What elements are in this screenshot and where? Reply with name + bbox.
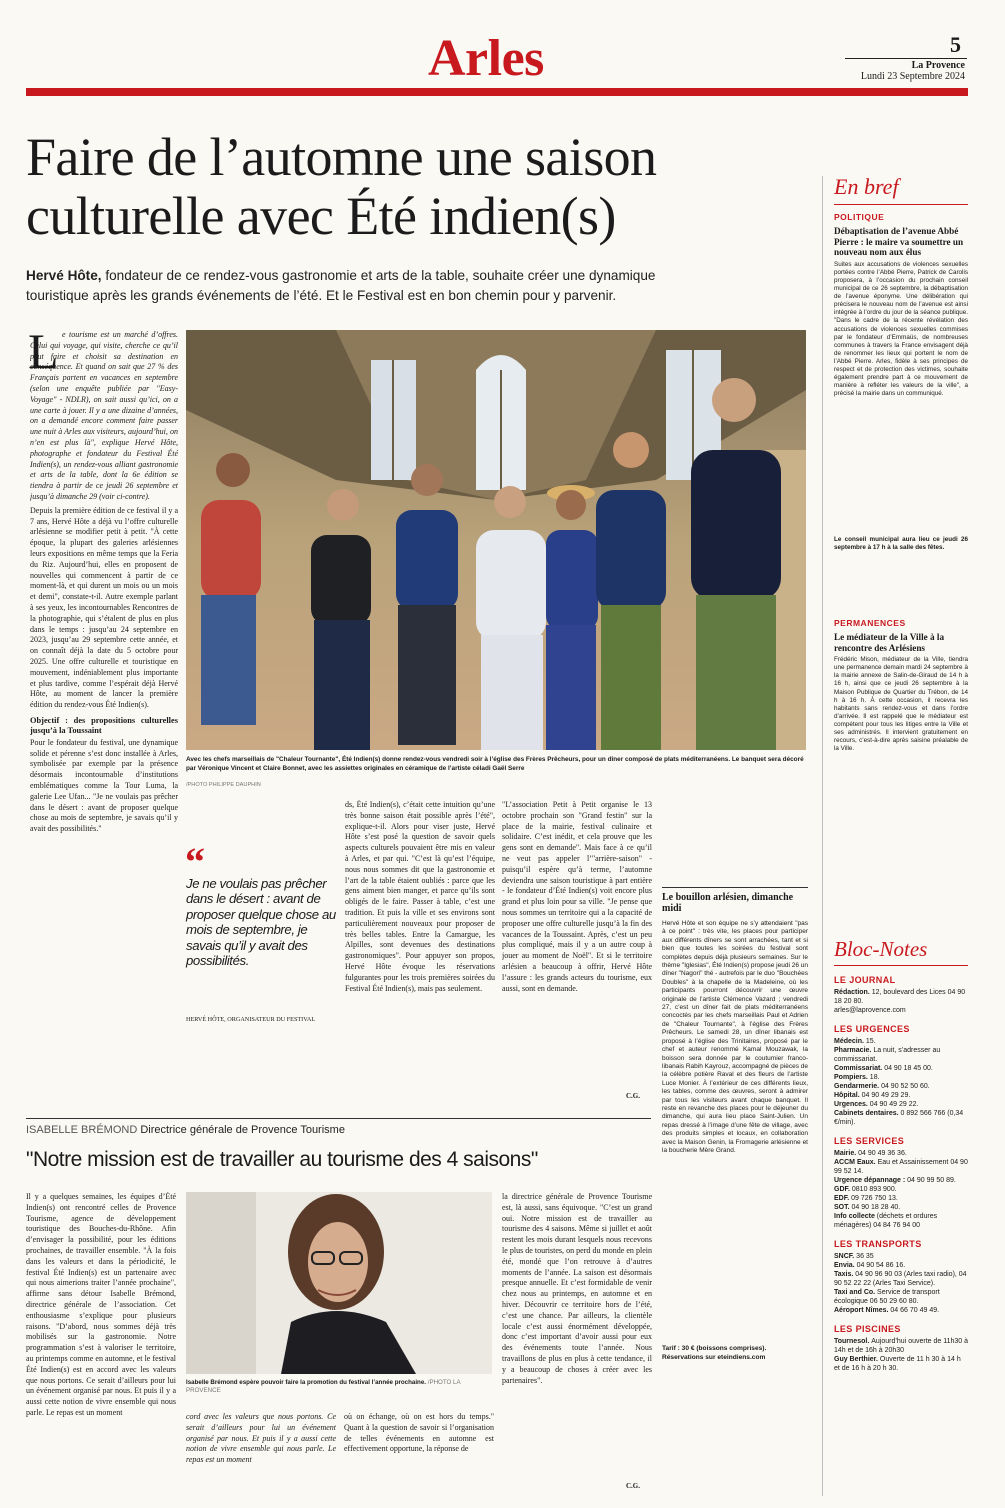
bloc-line-label: Médecin.: [834, 1038, 866, 1045]
page-number: 5: [950, 32, 961, 57]
bloc-line: [834, 1109, 968, 1127]
lead-line-2: touristique après les grands événements de l’été. Et le Festival est en bon chemin pour y parvenir.: [26, 288, 617, 303]
bloc-line-value: 0810 893 900.: [851, 1186, 897, 1193]
header-red-rule: [26, 88, 968, 96]
col1-body2: Pour le fondateur du festival, une dynamique solide et pérenne s’est donc installée à Arles, symbolisée par exemple par la présence désormais incontournable d’institutions emblématiques comme la Tour Luma, la galerie Lee Ufan... "Je ne voulais pas prêcher dans le désert : avant de proposer quelque chose au mois de septembre, je savais qu’il y avait des possibilités.": [30, 737, 178, 834]
paper-date: Lundi 23 Septembre 2024: [860, 71, 965, 82]
bloc-line-value: 04 90 18 45 00.: [884, 1065, 933, 1072]
article-column-1: [30, 330, 178, 1100]
bloc-line-value: 12, boulevard des Lices 04 90 18 20 80.: [834, 989, 966, 1005]
bloc-line-label: Gendarmerie.: [834, 1083, 882, 1090]
bloc-line-label: SNCF.: [834, 1253, 857, 1260]
bloc-line-label: Info collecte: [834, 1213, 877, 1220]
bref2-category: PERMANENCES: [834, 618, 906, 628]
bloc-line-value: (déchets et ordures ménagères) 04 84 76 94 00: [834, 1213, 938, 1229]
header-thin-rule: [845, 58, 967, 59]
bloc-line: [834, 1270, 968, 1288]
section-title: Arles: [428, 30, 544, 87]
lead-line-1: [26, 266, 806, 286]
bloc-line-value: 04 90 96 90 03 (Arles taxi radio), 04 90 52 22 22 (Arles Taxi Service).: [834, 1271, 967, 1287]
lead-paragraph: [26, 266, 806, 306]
interview-col3-text: la directrice générale de Provence Tourisme est, là aussi, sans équivoque. "C’est un grand oui. Notre mission est de travailler au tourisme des 4 saisons. Même si juillet et août restent les mois durant lesquels nous recevons le plus de touristes, on perd du monde en plein été, mondé que l’on retrouve à d’autres moments de l’année. La saison est désormais presque annuelle. Et c’est formidable de venir chez nous au printemps, en automne et en hiver. Découvrir ce territoire hors de l’été, c’est une chance. Par ailleurs, la clientèle locale c’est aussi énormément développée, donc c’est important d’avoir aussi pour eux des événements toute l’année. Nous travaillons de plus en plus à cette tendance, il y a beaucoup de choses à créer avec les partenaires".: [502, 1192, 652, 1385]
bloc-line: [834, 1100, 968, 1109]
bref1-bold-end: Le conseil municipal aura lieu ce jeudi 26 septembre à 17 h à la salle des fêtes.: [834, 535, 968, 551]
bref1-category: POLITIQUE: [834, 212, 885, 222]
bloc-line: [834, 1306, 968, 1315]
col3-text: "L’association Petit à Petit organise le 13 octobre prochain son "Grand festin" sur la place de la mairie, festival culinaire et solidaire. C’est inédit, et cela prouve que les gens sont en demande". Mais face à ce qu’il ne veut pas appeler l’"arrière-saison" - puisqu’il espère qu’à terme, l’automne deviendra une saison touristique à part entière - le fondateur d’Été Indien(s) voit encore plus grand et plus loin pour sa ville. "Je pense que nous sommes un territoire qui a la capacité de proposer une offre culturelle jusqu’à la fin des vacances de la Toussaint. Après, c’est un peu plus compliqué, mais il y a un autre coup à jouer au moment de Noël". Et si le territoire arlésien a beaucoup à offrir, Hervé Hôte l’assure : les grands acteurs du tourisme, eux aussi, sont en demande.: [502, 800, 652, 993]
bloc-line-value: 04 90 99 50 89.: [907, 1177, 956, 1184]
bloc-line-value: Ouverte de 11 h 30 à 14 h et de 16 h à 20 h 30.: [834, 1356, 961, 1372]
quote-mark-icon: “: [185, 839, 205, 884]
bloc-line-value: 04 66 70 49 49.: [890, 1307, 940, 1314]
bloc-line-value: Eau et Assainissement 04 90 99 52 14.: [834, 1159, 968, 1175]
interview-title: "Notre mission est de travailler au tourisme des 4 saisons": [26, 1148, 538, 1171]
bloc-line-label: Hôpital.: [834, 1092, 862, 1099]
bloc-line-value: arles@laprovence.com: [834, 1007, 906, 1014]
headline: [26, 128, 806, 246]
interview-photo-caption: [186, 1379, 492, 1396]
bloc-line: [834, 1091, 968, 1100]
col1-body: Depuis la première édition de ce festival il y a 7 ans, Hervé Hôte a déjà vu l’offre culturelle arlésienne se modifier petit à petit. "À cette époque, la plupart des galeries arlésiennes leurs expositions en même temps que la Feria du Riz. Aujourd’hui, elles en proposent de nouvelles qui commencent à partir de ce moment-là, et qui durent un mois ou un mois et demi", constate-t-il. Autre exemple parlant à ses yeux, les incontournables Rencontres de la photographie, qui s’étalent de plus en plus dans le temps : jusqu’au 24 septembre en 2023, jusqu’au 29 septembre cette année, et on connaît déjà la date du 5 octobre pour 2025. Une offre culturelle et touristique en mouvement, indéniablement plus importante et plus tardive, comme l’espérait déjà Hervé Hôte, au moment de lancer la première édition du rendez-vous Été Indien(s).: [30, 505, 178, 710]
bloc-line-label: Mairie.: [834, 1150, 859, 1157]
bloc-line-label: Urgences.: [834, 1101, 870, 1108]
bref1-text: Suites aux accusations de violences sexuelles portées contre l’Abbé Pierre, Patrick de Carolis proposera, à l’occasion du prochain conseil municipal de ce 26 septembre, la débaptisation de l’avenue éponyme. Une délibération qui précisera le nouveau nom de l’avenue est ainsi intégrée à l’ordre du jour de la séance publique. "Dans le cadre de la récente révélation des accusations de violences sexuelles commises par le fondateur d’Emmaüs, de nombreuses communes à travers la France envisagent déjà de renommer les lieux qui portent le nom de l’Abbé Pierre. Arles, fidèle à ses principes de respect et de protection des victimes, souhaite également prendre part à ce mouvement de manière à refléter les valeurs de la ville", a précisé la mairie dans un communiqué.: [834, 260, 968, 398]
bloc-line-label: Tournesol.: [834, 1338, 872, 1345]
bref-section-2: [834, 610, 968, 753]
interview-col1-text: Il y a quelques semaines, les équipes d’Été Indien(s) ont rencontré celles de Provence Tourisme, agence de développement touristique des Bouches-du-Rhône. Afin d’envisager la possibilité, pour les éditions prochaines, de travailler ensemble. "À la fois dans les valeurs et dans la périodicité, le festival Été Indien(s) est un partenaire avec qui nous aimerions traiter l’année prochaine", affirme sans détour Isabelle Brémond, directrice générale de l’association. Cet enthousiasme s’explique pour plusieurs raisons. "D’abord, nous sommes déjà très mobilisés sur la gastronomie. Notre programmation s’est à valoriser le territoire, au printemps comme en automne, et le festival Été Indien(s) est en accord avec les valeurs que nous portons. Ce serait d’ailleurs pour lui un événement organisé par nous. Et puis il y a aussi cette notion de vivre ensemble qui nous parle. Le repas est un moment: [26, 1192, 176, 1417]
interview-name: ISABELLE BRÉMOND: [26, 1124, 138, 1136]
bloc-line: [834, 1203, 968, 1212]
article-column-2: [345, 800, 495, 1110]
dropcap: L: [28, 323, 59, 379]
col1-subhead: Objectif : des propositions culturelles jusqu’à la Toussaint: [30, 715, 178, 735]
interview-photo: [186, 1192, 492, 1374]
bloc-line-value: 04 90 18 28 40.: [851, 1204, 901, 1211]
pull-quote-author: HERVÉ HÔTE, ORGANISATEUR DU FESTIVAL: [186, 1016, 316, 1023]
bloc-line: [834, 1149, 968, 1158]
bloc-line-label: Rédaction.: [834, 989, 872, 996]
sidebar-rule: [822, 176, 823, 1496]
bloc-line-label: Urgence dépannage :: [834, 1177, 908, 1184]
bloc-line-value: 04 90 52 50 60.: [881, 1083, 930, 1090]
bloc-line-value: La nuit, s’adresser au commissariat.: [834, 1047, 941, 1063]
bloc-line: [834, 1158, 968, 1176]
photo-caption: Avec les chefs marseillais de "Chaleur Tournante", Été Indien(s) donne rendez-vous vendredi soir à l’église des Frères Prêcheurs, pour un dîner composé de plats méditerranéens. Le banquet sera décoré par Véronique Vincent et Claire Bonnet, avec les assiettes originales en céramique de l’artiste céladi Gaël Serre: [186, 756, 804, 772]
bloc-line-value: 04 90 49 36 36.: [858, 1150, 907, 1157]
bloc-line: [834, 1185, 968, 1194]
bloc-line: [834, 1355, 968, 1373]
interview-signature: C.G.: [626, 1482, 640, 1490]
headline-line-1: Faire de l’automne une saison: [26, 127, 657, 187]
bloc-line: [834, 1337, 968, 1355]
bloc-line: [834, 1288, 968, 1306]
bloc-line-label: Guy Berthier.: [834, 1356, 880, 1363]
article-column-3: [502, 800, 652, 1100]
bloc-line-label: ACCM Eaux.: [834, 1159, 878, 1166]
bouillon-rule: [662, 887, 808, 888]
bloc-line-label: SOT.: [834, 1204, 852, 1211]
isabelle-bremond-photo: [186, 1192, 492, 1374]
bref2-text: Frédéric Mison, médiateur de la Ville, tiendra une permanence demain mardi 24 septembre à la mairie annexe de Salin-de-Giraud de 14 h à 16 h, ainsi que ce jeudi 26 septembre à la Maison Publique de Quartier du Trébon, de 14 h à 16 h. À cette occasion, il recevra les habitants sans rendez-vous et dans l’ordre d’arrivée. Il est rappelé que le médiateur est compétent pour tous les litiges entre la Ville et ses administrés. Il intervient gratuitement en recours, c’est-à-dire après saisine préalable de la Ville.: [834, 656, 968, 753]
chefs-group-photo: [186, 330, 806, 750]
bloc-line-label: Taxis.: [834, 1271, 856, 1278]
bloc-notes-list: [834, 966, 968, 1373]
bloc-line-label: Pompiers.: [834, 1074, 870, 1081]
photo-credit: /PHOTO PHILIPPE DAUPHIN: [186, 782, 261, 788]
bloc-line: [834, 988, 968, 1006]
interview-col2b-text: où on échange, où on est hors du temps." Quant à la question de savoir si l’organisation de telles événements en automne est effectivement opportune, la réponse de: [344, 1412, 494, 1454]
lead-name: Hervé Hôte,: [26, 268, 102, 283]
bloc-line-value: 36 35: [856, 1253, 874, 1260]
bloc-line: [834, 1176, 968, 1185]
en-bref-title: En bref: [834, 174, 899, 199]
bloc-line-label: EDF.: [834, 1195, 852, 1202]
bloc-line-value: 04 90 54 86 16.: [856, 1262, 906, 1269]
bref1-title: Débaptisation de l’avenue Abbé Pierre : le maire va soumettre un nouveau nom aux élus: [834, 226, 964, 258]
interview-caption-text: Isabelle Brémond espère pouvoir faire la promotion du festival l’année prochaine.: [186, 1379, 426, 1386]
interview-top-rule: [26, 1118, 651, 1119]
bloc-line-value: 18.: [869, 1074, 880, 1081]
bloc-line-value: 04 90 49 29 29.: [861, 1092, 911, 1099]
interview-role: Directrice générale de Provence Tourisme: [140, 1124, 345, 1136]
interview-byline: [26, 1123, 345, 1137]
bloc-line: [834, 1212, 968, 1230]
bloc-notes-title: Bloc-Notes: [834, 937, 928, 961]
bloc-section-head: LES PISCINES: [834, 1324, 901, 1334]
bloc-line-value: 09 726 750 13.: [851, 1195, 898, 1202]
main-photo: [186, 330, 806, 750]
bloc-line-label: Cabinets dentaires.: [834, 1110, 901, 1117]
bloc-line: [834, 1064, 968, 1073]
interview-column-3: [502, 1192, 652, 1482]
bloc-line: [834, 1261, 968, 1270]
interview-column-1: [26, 1192, 176, 1494]
interview-caption-credit: /PHOTO LA PROVENCE: [186, 1379, 461, 1395]
bloc-line: [834, 1073, 968, 1082]
bloc-line-value: 0 892 566 766 (0,34 €/min).: [834, 1110, 964, 1126]
bref2-title: Le médiateur de la Ville à la rencontre des Arlésiens: [834, 632, 945, 653]
lead-line-1-rest: fondateur de ce rendez-vous gastronomie et arts de la table, souhaite créer une dynamique: [101, 268, 656, 283]
bloc-section-head: LES SERVICES: [834, 1136, 905, 1146]
bloc-section-head: LES TRANSPORTS: [834, 1239, 922, 1249]
bloc-section-head: LES URGENCES: [834, 1024, 910, 1034]
col1-intro: e tourisme est un marché d’offres. Celui qui voyage, qui visite, cherche ce qu’il peut faire et choisit sa destination en conséquence. Et quand on sait que 27 % des Français partent en vacances en septembre (selon une enquête publiée par "Easy-Voyage" - NDLR), on sait aussi qu’ici, on a une carte à jouer. Il y a une dizaine d’années, on a demandé encore comment faire passer une nuit à Arles aux visiteurs, aujourd’hui, on n’en est plus là", explique Hervé Hôte, photographe et fondateur du Festival Été Indien(s), un rendez-vous alliant gastronomie et arts de la table, dont la 6e édition se tiendra à partir de ce jeudi 26 septembre et jusqu’à dimanche 29 (voir ci-contre).: [30, 330, 178, 501]
headline-line-2: culturelle avec Été indien(s): [26, 186, 616, 246]
bloc-line-label: Taxi and Co.: [834, 1289, 878, 1296]
bloc-line: [834, 1006, 968, 1015]
bref-section-1: [834, 208, 968, 552]
interview-col2-text: cord avec les valeurs que nous portons. Ce serait d’ailleurs pour lui un événement organisé par nous. Et puis il y a aussi cette notion de vivre ensemble qui nous parle. Le repas est un moment: [186, 1412, 336, 1465]
bouillon-text: Hervé Hôte et son équipe ne s’y attendaient "pas à ce point" : très vite, les places pour participer aux différents dîners se sont arrachées, tant et si bien que toutes les soirées du festival sont complètes depuis déjà plusieurs semaines. Sur le thème "Iglesias", Été Indien(s) propose jeudi 26 un dîner "Nagori" thé - autrefois par le duo "Bouchées Doubles" à la chapelle de la Madeleine, où les participants pourront découvrir une œuvre originale de l’artiste Clémence Vazard ; vendredi 27, c’est un dîner fait de plats méditerranéens concoctés par les chefs marseillais Paul et Adrien de "Chaleur Tournante", à l’église des Frères Prêcheurs. Le samedi 28, un dîner libanais est proposé à l’église des Trinitaires, proposé par le chef et auteur renommé Kamal Mouzawak, la boisson sera donnée par le coutumier franco-libanais Rabih Kayrouz, accompagné de pièces de la célèbre potière Raval et des fleurs de l’artiste Luce Monier. À l’extérieur de ces différents lieux, les tables, comme des œuvres, seront à admirer par tous les visiteurs avant chaque banquet. Il reste en revanche des places pour le déjeuner du dimanche, qui aura lieu place Saint-Julien. Un repas dressé à l’image d’une fête de village, avec des produits simples et locaux, en collaboration avec la Maison Genin, la Fromagerie arlésienne et la boucherie Mère Grand.: [662, 920, 808, 1154]
paper-name: La Provence: [911, 60, 965, 71]
bloc-line: [834, 1082, 968, 1091]
bloc-line: [834, 1252, 968, 1261]
interview-column-2: [186, 1412, 336, 1492]
bloc-line-value: 15.: [865, 1038, 876, 1045]
bloc-line-label: Envia.: [834, 1262, 857, 1269]
bloc-line-label: Aéroport Nîmes.: [834, 1307, 891, 1314]
col2-text: ds, Été Indien(s), c’était cette intuition qu’une très bonne saison était possible après l’été", explique-t-il. Alors pour viser juste, Hervé Hôte s’est posé la question de savoir quels aspects culturels pouvaient être mis en valeur à Arles, et par qui. "C’est là qu’est l’équipe, nous nous sommes dit que la gastronomie et l’art de la table étaient oubliés : parce que les gens aiment bien manger, et parce qu’ils sont obligés de le faire. Passer à table, c’est une tradition. Et puis la ville et ses environs sont particulièrement nouveaux pour proposer de très belles tables. Entre la Camargue, les Alpilles, sont devenues des destinations gastronomiques". Pour appuyer son propos, Hervé Hôte évoque les réservations fulgurantes pour les trois premières soirées du Festival Été Indien(s), mais pas seulement.: [345, 800, 495, 993]
bloc-line-value: Service de transport écologique 06 50 29 60 80.: [834, 1289, 940, 1305]
bouillon-title: Le bouillon arlésien, dimanche midi: [662, 892, 794, 914]
bloc-line-label: GDF.: [834, 1186, 852, 1193]
bloc-line-value: 04 90 49 29 22.: [869, 1101, 919, 1108]
bloc-line-label: Commissariat.: [834, 1065, 885, 1072]
bouillon-tarif: Tarif : 30 € (boissons comprises). Réservations sur eteindiens.com: [662, 1345, 767, 1361]
interview-column-2b: [344, 1412, 494, 1492]
bloc-line-label: Pharmacie.: [834, 1047, 874, 1054]
bloc-line: [834, 1046, 968, 1064]
bloc-line: [834, 1037, 968, 1046]
bloc-line: [834, 1194, 968, 1203]
bloc-line-value: Aujourd’hui ouverte de 11h30 à 14h et de 16h à 20h30: [834, 1338, 968, 1354]
col3-signature: C.G.: [626, 1092, 640, 1100]
en-bref-rule: [834, 204, 968, 205]
pull-quote: Je ne voulais pas prêcher dans le désert : avant de proposer quelque chose au mois de septembre, je savais qu’il y avait des possibilités.: [186, 876, 336, 969]
bloc-section-head: LE JOURNAL: [834, 975, 896, 985]
